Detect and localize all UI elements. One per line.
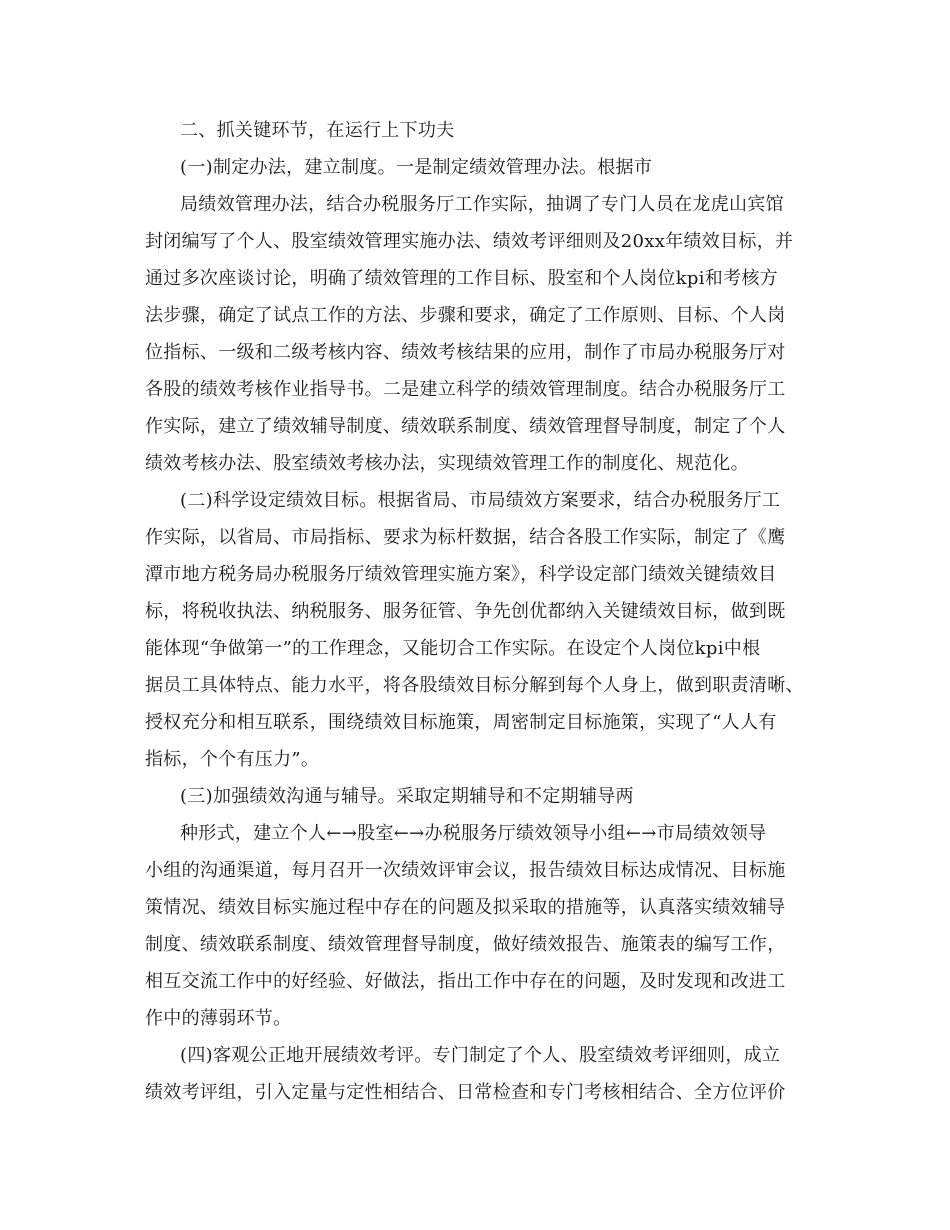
section-heading: 二、抓关键环节，在运行上下功夫 [180,120,455,141]
paragraph-line: 作实际，建立了绩效辅导制度、绩效联系制度、绩效管理督导制度，制定了个人 [145,416,786,437]
paragraph-line: (四)客观公正地开展绩效考评。专门制定了个人、股室绩效考评细则，成立 [180,1045,781,1066]
paragraph-line: (一)制定办法，建立制度。一是制定绩效管理办法。根据市 [180,157,653,178]
paragraph-line: 法步骤，确定了试点工作的方法、步骤和要求，确定了工作原则、目标、个人岗 [145,305,786,326]
paragraph-line: 各股的绩效考核作业指导书。二是建立科学的绩效管理制度。结合办税服务厅工 [145,379,786,400]
paragraph-line: 能体现“争做第一”的工作理念，又能切合工作实际。在设定个人岗位kpi中根 [145,638,761,659]
paragraph-line: 制度、绩效联系制度、绩效管理督导制度，做好绩效报告、施策表的编写工作， [145,934,786,955]
paragraph-line: 潭市地方税务局办税服务厅绩效管理实施方案》，科学设定部门绩效关键绩效目 [145,564,777,585]
paragraph-line: 据员工具体特点、能力水平，将各股绩效目标分解到每个人身上，做到职责清晰、 [145,675,804,696]
paragraph-line: 小组的沟通渠道，每月召开一次绩效评审会议，报告绩效目标达成情况、目标施 [145,860,786,881]
paragraph-line: (二)科学设定绩效目标。根据省局、市局绩效方案要求，结合办税服务厅工 [180,490,781,511]
paragraph-line: 策情况、绩效目标实施过程中存在的问题及拟采取的措施等，认真落实绩效辅导 [145,897,786,918]
paragraph-line: 绩效考核办法、股室绩效考核办法，实现绩效管理工作的制度化、规范化。 [145,453,749,474]
paragraph-line: 位指标、一级和二级考核内容、绩效考核结果的应用，制作了市局办税服务厅对 [145,342,786,363]
paragraph-line: 相互交流工作中的好经验、好做法，指出工作中存在的问题，及时发现和改进工 [145,971,786,992]
paragraph-line: 封闭编写了个人、股室绩效管理实施办法、绩效考评细则及20xx年绩效目标，并 [145,231,794,252]
paragraph-line: 局绩效管理办法，结合办税服务厅工作实际，抽调了专门人员在龙虎山宾馆 [180,194,784,215]
paragraph-line: 授权充分和相互联系，围绕绩效目标施策，周密制定目标施策，实现了“人人有 [145,712,777,733]
paragraph-line: 作中的薄弱环节。 [145,1008,292,1029]
paragraph-line: 种形式，建立个人←→股室←→办税服务厅绩效领导小组←→市局绩效领导 [180,823,767,844]
paragraph-line: 绩效考评组，引入定量与定性相结合、日常检查和专门考核相结合、全方位评价 [145,1082,786,1103]
paragraph-line: 指标，个个有压力”。 [145,749,320,770]
paragraph-line: (三)加强绩效沟通与辅导。采取定期辅导和不定期辅导两 [180,786,634,807]
paragraph-line: 作实际，以省局、市局指标、要求为标杆数据，结合各股工作实际，制定了《鹰 [145,527,786,548]
paragraph-line: 通过多次座谈讨论，明确了绩效管理的工作目标、股室和个人岗位kpi和考核方 [145,268,778,289]
paragraph-line: 标，将税收执法、纳税服务、服务征管、争先创优都纳入关键绩效目标，做到既 [145,601,786,622]
